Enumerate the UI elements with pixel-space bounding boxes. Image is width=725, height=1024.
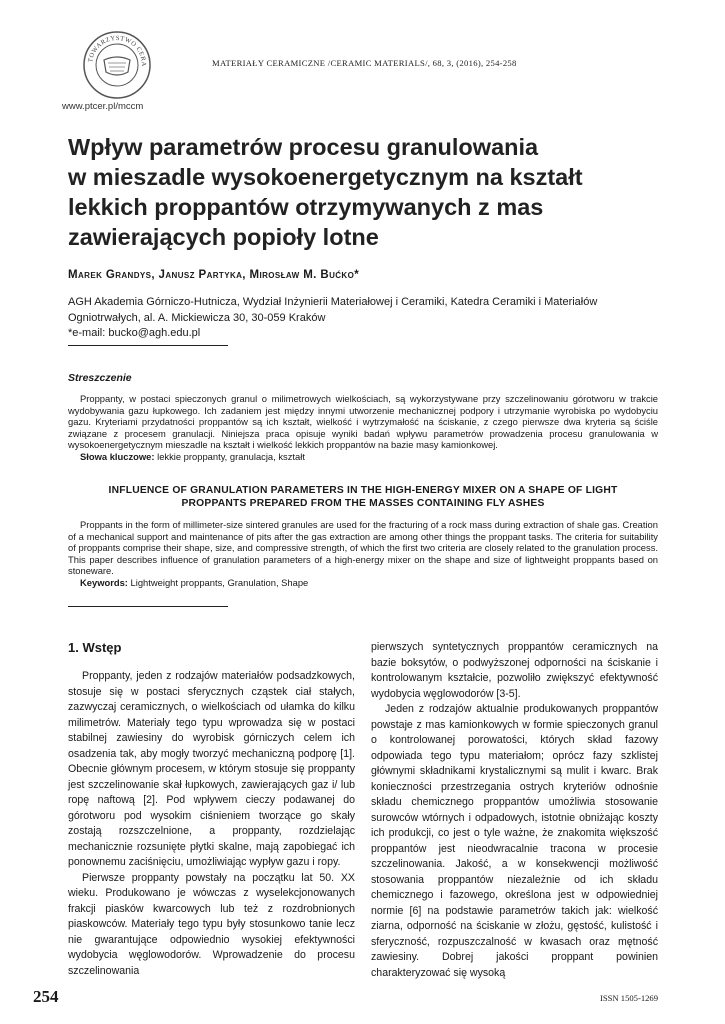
left-column [68,669,355,979]
keywords-pl [68,451,658,463]
article-title [68,132,668,252]
logo-seal-icon [82,30,152,100]
section-heading: 1. Wstęp [68,640,122,655]
issn: ISSN 1505-1269 [600,993,659,1003]
keywords-value: Lightweight proppants, Granulation, Shape [130,576,309,588]
english-title-line: PROPPANTS PREPARED FROM THE MASSES CONTAINING FLY ASHES [181,498,545,509]
abstract-en [68,519,658,589]
author-list: Marek Grandys, Janusz Partyka, Mirosław M. Bućko* [68,269,360,281]
abstract-heading: Streszczenie [68,372,132,384]
title-line: lekkich proppantów otrzymywanych z mas [68,194,544,220]
title-line: zawierających popioły lotne [68,224,379,250]
body-paragraph: Proppanty, jeden z rodzajów materiałów podsadzkowych, stosuje się w postaci sferycznych cząstek ciał stałych, zazwyczaj ceramicznych, o wielkościach od ułamka do kilku milimetrów. Materiały tego typu wprowadza się w postaci stabilnej zawiesiny do wyrobisk górniczych celem ich osadzenia tak, aby mogły tworzyć mechaniczną podporę [1]. Obecnie głównym procesem, w którym stosuje się proppanty jest szczelinowanie skał łupkowych, zawierających gaz i/ lub ropę naftową [2]. Pod wpływem cieczy podawanej do górotworu pod wysokim ciśnieniem tworzące go skały zostają rozszczelnione, a proppanty, rozdzielając mechanicznie rozsunięte płytki skalne, mają zapobiegać ich ponownemu zaciśnięciu, umożliwiając wypływ gazu i ropy. [68,670,355,868]
body-paragraph: Pierwsze proppanty powstały na początku lat 50. XX wieku. Produkowano je wówczas z wyselekcjonowanych frakcji piasków kwarcowych lub też z rozdrobnionych piaskowców. Materiały tego typu były stosunkowo tanie lecz nie gwarantujące odpowiednio wysokiej efektywności wydobycia węglowodorów. Wprowadzenie do procesu szczelinowania [68,871,355,977]
right-column [371,640,658,981]
contact-email[interactable]: *e-mail: bucko@agh.edu.pl [68,327,201,339]
abstract-en-text: Proppants in the form of millimeter-size sintered granules are used for the fracturing of a rock mass during extraction of shale gas. Creation of a mechanical support and maintenance of pits after the gas extraction are among other things the proppant tasks. The criteria for suitability of proppants comprise their shape, size, and compressive strength, of which the first two criteria are closely related to the granulation process. This paper describes influence of granulation parameters of a high-energy mixer on the shape and size of lightweight proppants based on stoneware. [68,519,658,577]
keywords-value: lekkie proppanty, granulacja, kształt [157,450,305,462]
keywords-en [68,577,658,589]
keywords-label: Keywords: [80,576,128,588]
divider [68,606,228,607]
abstract-pl [68,393,658,463]
journal-url[interactable]: www.ptcer.pl/mccm [62,101,144,112]
affiliation-line: Ogniotrwałych, al. A. Mickiewicza 30, 30-059 Kraków [68,311,326,324]
keywords-label: Słowa kluczowe: [80,450,155,462]
divider [68,345,228,346]
logo-text: TOWARZYSTWO CERA [87,34,148,67]
english-title [68,484,658,510]
page-number: 254 [33,987,59,1006]
affiliation-line: AGH Akademia Górniczo-Hutnicza, Wydział Inżynierii Materiałowej i Ceramiki, Katedra Ceramiki i Materiałów [68,296,598,308]
title-line: Wpływ parametrów procesu granulowania [68,134,539,160]
body-paragraph: Jeden z rodzajów aktualnie produkowanych proppantów powstaje z mas kamionkowych w formie spieczonych granul o kontrolowanej porowatości, których skład fazowy odpowiada tego typu materiałom; oprócz fazy szklistej głównymi składnikami krystalicznymi są mulit i kwarc. Brak konieczności przestrzegania ostrych kryteriów odnośnie składu chemicznego proppantów umożliwia stosowanie surowców wtórnych i odpadowych, istotnie obniżając koszty ich produkcji, co jest o tyle ważne, że znakomita większość proppantów jest nieodwracalnie tracona w procesie szczelinowania. Jakość, a w konsekwencji możliwość stosowania proppantów niezależnie od ich składu chemicznego i fazowego, określona jest w odpowiedniej normie [6] na podstawie parametrów takich jak: wielkość ziarna, odporność na ściskanie w złożu, gęstość, kulistość i sferyczność, rozpuszczalność w kwasach oraz mętność zawiesiny. Dobrej jakości proppant powinien charakteryzować się wysoką [371,703,658,979]
society-logo [82,30,152,100]
title-line: w mieszadle wysokoenergetycznym na kształt [68,164,583,190]
abstract-pl-text: Proppanty, w postaci spieczonych granul o milimetrowych wielkościach, są wykorzystywane przy szczelinowaniu górotworu w trakcie wydobywania gazu łupkowego. Ich zadaniem jest między innymi utworzenie mechanicznej podpory i utrzymanie wyrobiska po wydobyciu gazu. Kryteriami przydatności proppantów są ich kształt, wielkość i wytrzymałość na ściskanie, z czego pierwsze dwa kryteria są ściśle związane z procesem granulacji. Niniejsza praca opisuje wyniki badań wpływu parametrów prowadzenia procesu granulowania w wysokoenergetycznym mieszadle na kształt i wielkość lekkich proppantów na bazie masy kamionkowej. [68,393,658,451]
journal-citation: MATERIAŁY CERAMICZNE /CERAMIC MATERIALS/, 68, 3, (2016), 254-258 [212,58,517,68]
body-paragraph: pierwszych syntetycznych proppantów ceramicznych na bazie boksytów, o podwyższonej odporności na ściskanie i kontrolowanym kształcie, pozwoliło zwiększyć efektywność wydobycia węglowodorów [3-5]. [371,641,658,700]
english-title-line: INFLUENCE OF GRANULATION PARAMETERS IN THE HIGH-ENERGY MIXER ON A SHAPE OF LIGHT [108,485,618,496]
affiliation [68,295,658,342]
